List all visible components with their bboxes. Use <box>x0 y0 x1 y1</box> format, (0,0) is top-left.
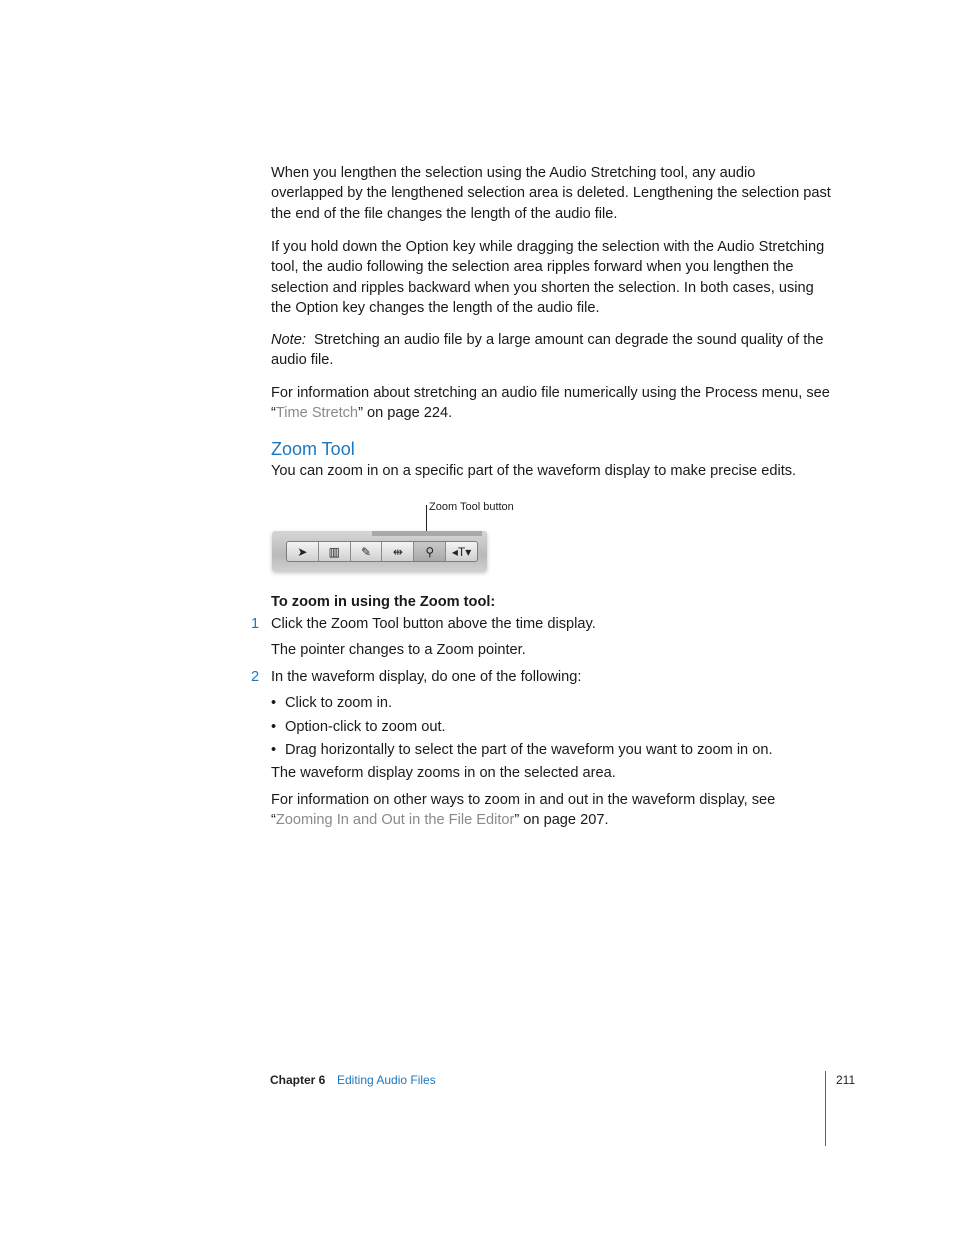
figure-callout-label: Zoom Tool button <box>429 501 514 513</box>
tool-button-group <box>286 541 478 562</box>
section-intro: You can zoom in on a specific part of the waveform display to make precise edits. <box>271 463 797 479</box>
toolbar-figure <box>272 531 487 571</box>
bullet-glyph: • <box>271 695 277 711</box>
bullet-glyph: • <box>271 742 277 758</box>
footer-chapter-title[interactable]: Editing Audio Files <box>337 1073 436 1087</box>
page-reference: ” on page 224. <box>358 405 453 422</box>
paragraph-option-key: If you hold down the Option key while dragging the selection with the Audio Stretching tool, the audio following the selection area ripples forward when you lengthen the selection and ripples backward when you shorten the selection. In both cases, using the Option key changes the length of the audio file. <box>271 239 825 316</box>
bullet-text: Drag horizontally to select the part of the waveform you want to zoom in on. <box>285 742 773 758</box>
open-quote: “ <box>271 812 276 829</box>
page-reference: ” on page 207. <box>514 812 609 829</box>
step-1-result: The pointer changes to a Zoom pointer. <box>271 642 526 658</box>
open-quote: “ <box>271 405 276 422</box>
bullet-glyph: • <box>271 719 277 735</box>
note-text: Stretching an audio file by a large amount can degrade the sound quality of the audio file. <box>271 332 824 369</box>
step-number-1: 1 <box>251 616 260 632</box>
toolbar-strip <box>372 531 482 536</box>
footer-divider <box>825 1071 826 1146</box>
tool-menu-icon[interactable]: ◂T▾ <box>451 544 472 559</box>
level-meter-icon[interactable]: ▥ <box>319 542 351 561</box>
section-heading-zoom-tool: Zoom Tool <box>271 439 355 459</box>
zooming-file-editor-link[interactable]: Zooming In and Out in the File Editor <box>275 812 515 829</box>
paragraph-lengthen-selection: When you lengthen the selection using the Audio Stretching tool, any audio overlapped by the lengthened selection area is deleted. Lengthening the selection past the end of the file changes the length of the audio file. <box>271 165 831 222</box>
step-2-text: In the waveform display, do one of the following: <box>271 669 582 685</box>
zoom-icon[interactable]: ⚲ <box>414 542 446 561</box>
step-1-text: Click the Zoom Tool button above the time display. <box>271 616 596 632</box>
pencil-icon[interactable]: ✎ <box>351 542 383 561</box>
page-number: 211 <box>836 1073 856 1087</box>
stretch-icon[interactable]: ⇹ <box>382 542 414 561</box>
note-label: Note: <box>271 332 306 348</box>
reference-text: For information on other ways to zoom in and out in the waveform display, see <box>271 792 776 808</box>
paragraph-time-stretch-ref <box>271 383 831 424</box>
procedure-result: The waveform display zooms in on the selected area. <box>271 765 616 781</box>
procedure-heading: To zoom in using the Zoom tool: <box>271 594 496 610</box>
reference-text: For information about stretching an audio file numerically using the Process menu, see <box>271 385 830 401</box>
step-number-2: 2 <box>251 669 260 685</box>
note-paragraph <box>271 330 831 371</box>
arrow-pointer-icon[interactable]: ➤ <box>287 542 319 561</box>
bullet-text: Click to zoom in. <box>285 695 393 711</box>
time-stretch-link[interactable]: Time Stretch <box>275 405 359 422</box>
paragraph-zoom-ref <box>271 790 831 831</box>
bullet-text: Option-click to zoom out. <box>285 719 446 735</box>
footer-chapter: Chapter 6 <box>270 1073 326 1087</box>
